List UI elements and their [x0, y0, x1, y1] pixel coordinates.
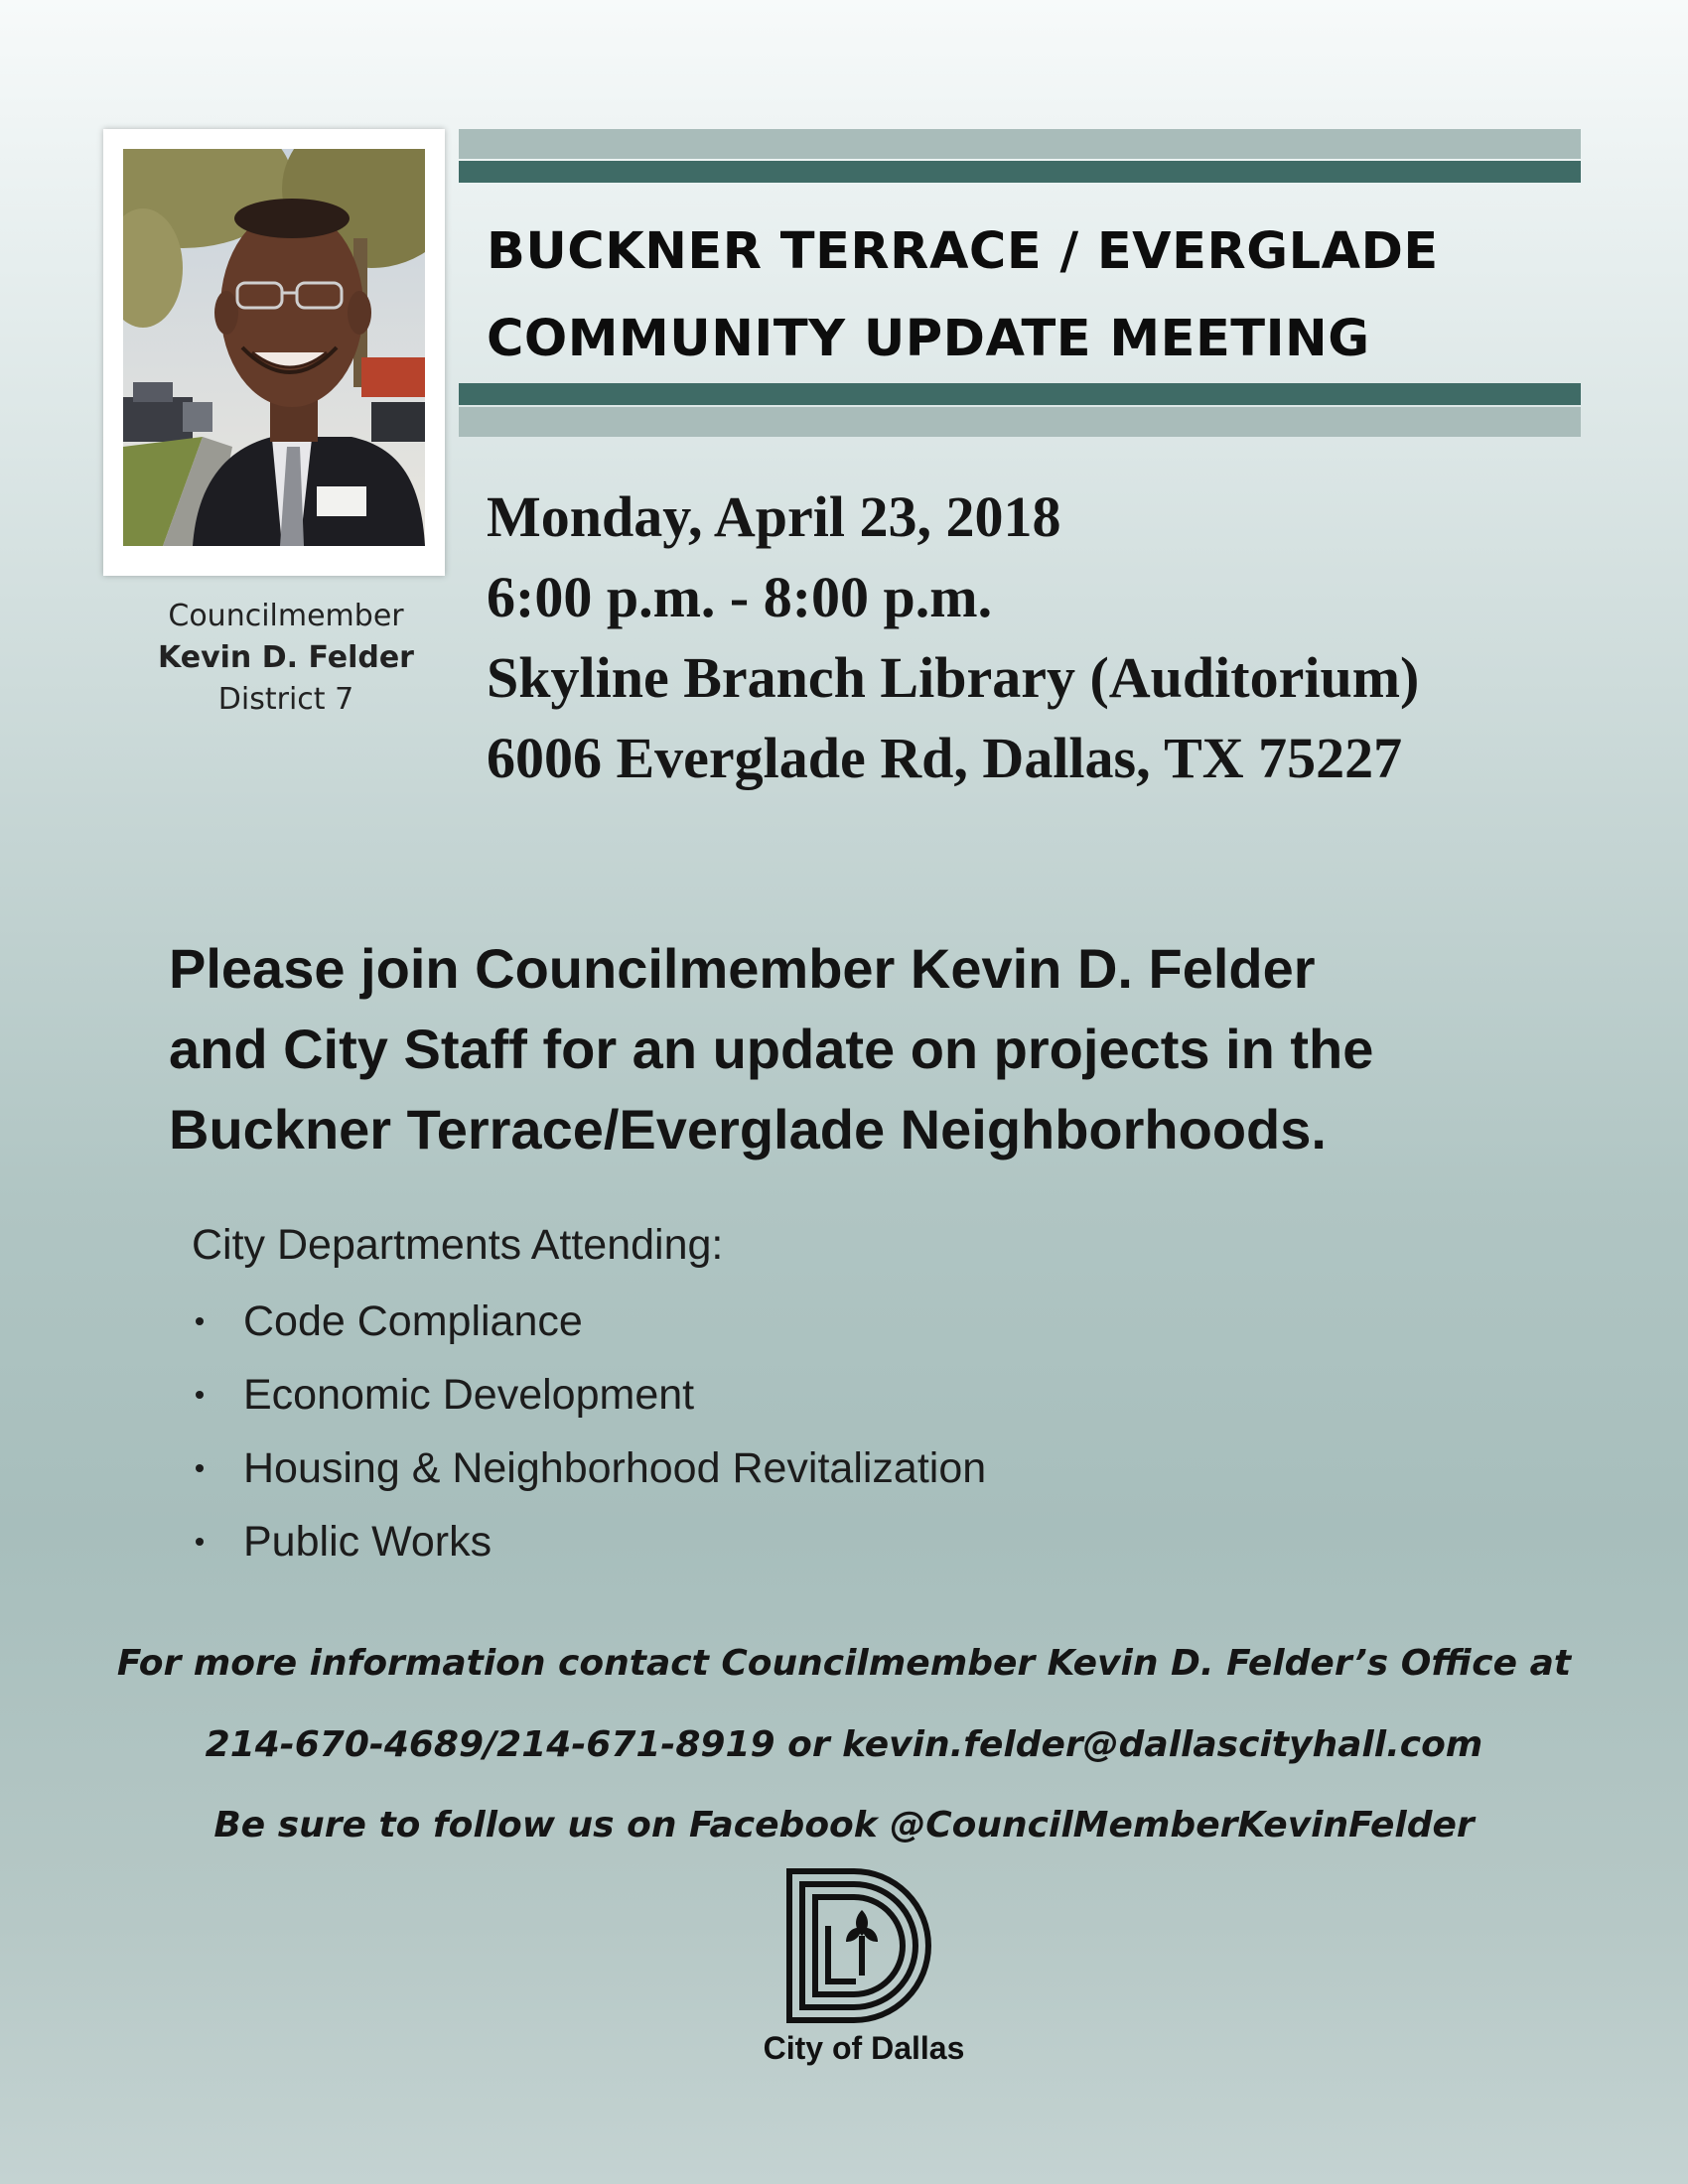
invitation-line2: and City Staff for an update on projects in the: [169, 1018, 1374, 1080]
departments-heading: City Departments Attending:: [192, 1221, 724, 1269]
header-bar-dark-top: [459, 161, 1581, 183]
meeting-title-line2: COMMUNITY UPDATE MEETING: [487, 310, 1370, 368]
header-bar-light-top: [459, 129, 1581, 159]
contact-line-facebook: Be sure to follow us on Facebook @CouncilMemberKevinFelder: [213, 1805, 1475, 1845]
list-item: [192, 1442, 986, 1516]
bullet-icon: [196, 1538, 204, 1546]
list-item: [192, 1296, 986, 1369]
caption-district: District 7: [217, 682, 354, 717]
bullet-icon: [196, 1391, 204, 1399]
photo-caption: [117, 596, 455, 721]
event-venue: Skyline Branch Library (Auditorium): [487, 645, 1420, 710]
list-item: [192, 1516, 986, 1589]
meeting-title: [487, 208, 1579, 383]
councilmember-photo-frame: [103, 129, 445, 576]
department-name: Economic Development: [243, 1371, 695, 1419]
invitation-line1: Please join Councilmember Kevin D. Felder: [169, 937, 1316, 1000]
invitation-text: [169, 928, 1559, 1169]
header-bar-light-bottom: [459, 407, 1581, 437]
department-name: Code Compliance: [243, 1297, 583, 1345]
list-item: [192, 1369, 986, 1442]
event-details: [487, 477, 1628, 798]
city-of-dallas-label: City of Dallas: [763, 2030, 965, 2066]
contact-line-phone-email: 214-670-4689/214-671-8919 or kevin.felder@dallascityhall.com: [205, 1724, 1483, 1765]
departments-list: [192, 1296, 986, 1589]
event-time: 6:00 p.m. - 8:00 p.m.: [487, 565, 993, 629]
event-address: 6006 Everglade Rd, Dallas, TX 75227: [487, 726, 1403, 790]
bullet-icon: [196, 1317, 204, 1325]
meeting-title-line1: BUCKNER TERRACE / EVERGLADE: [487, 222, 1439, 281]
caption-name: Kevin D. Felder: [158, 640, 414, 675]
city-of-dallas-logo-icon: [784, 1866, 943, 2025]
bullet-icon: [196, 1464, 204, 1472]
event-date: Monday, April 23, 2018: [487, 484, 1061, 549]
councilmember-photo: [123, 149, 425, 546]
invitation-line3: Buckner Terrace/Everglade Neighborhoods.: [169, 1098, 1327, 1160]
header-bar-dark-bottom: [459, 383, 1581, 405]
department-name: Housing & Neighborhood Revitalization: [243, 1444, 987, 1492]
department-name: Public Works: [243, 1518, 492, 1566]
contact-line-info: For more information contact Councilmember Kevin D. Felder’s Office at: [116, 1643, 1572, 1684]
caption-role: Councilmember: [168, 599, 404, 633]
